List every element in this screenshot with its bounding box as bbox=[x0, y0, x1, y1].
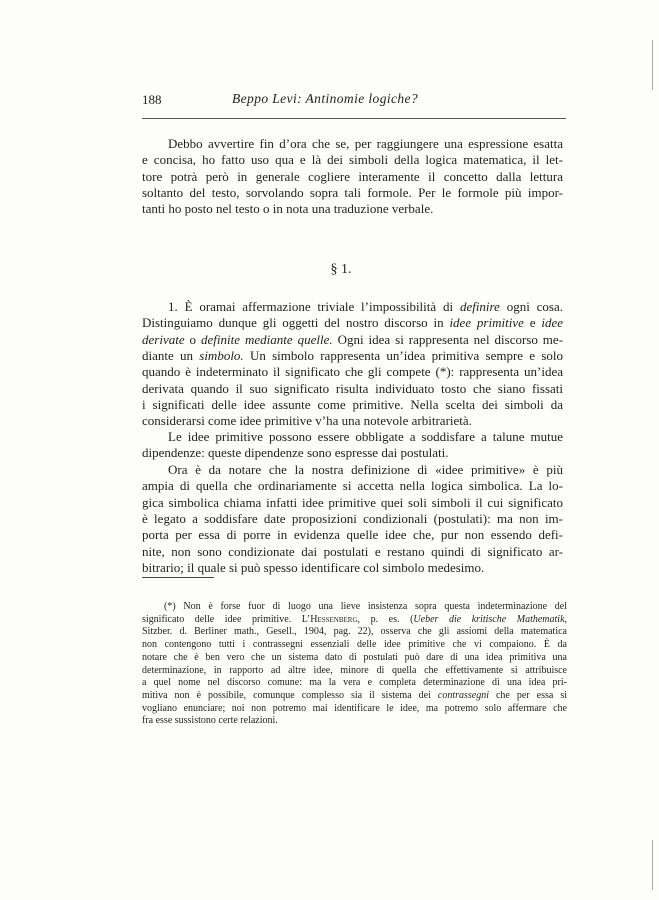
text-line bbox=[142, 639, 567, 651]
text-line bbox=[142, 665, 567, 677]
text-span: , bbox=[564, 613, 568, 625]
italic-text: contrassegni bbox=[437, 689, 489, 701]
header-rule bbox=[142, 118, 566, 119]
text-span: soltanto del testo, sorvolando sopra tali formole. Per le formole più impor- bbox=[142, 184, 563, 200]
text-span: (*) Non è forse fuor di luogo una lieve insistenza sopra questa indeterminazione del bbox=[164, 601, 567, 612]
text-span: Distinguiamo dunque gli oggetti del nostro discorso in bbox=[142, 315, 450, 331]
italic-text: definite mediante quelle. bbox=[201, 331, 333, 347]
text-span: Un simbolo rappresenta un’idea primitiva sempre e solo bbox=[243, 347, 563, 363]
text-span: Ora è da notare che la nostra definizione di «idee primitive» è più bbox=[168, 462, 563, 477]
text-line bbox=[142, 601, 567, 613]
text-line bbox=[142, 677, 567, 689]
scan-edge bbox=[652, 840, 653, 890]
text-span: determinazione, in rapporto ad altre idee, minore di quella che effettivamente si attribuisce bbox=[142, 664, 567, 676]
text-span: quando è indeterminato il significato che gli compete (*): rappresenta un’idea bbox=[142, 364, 563, 380]
text-span: Le idee primitive possono essere obbligate a soddisfare a talune mutue bbox=[168, 429, 563, 444]
text-span: bitrario; il quale si può spesso identificare col simbolo medesimo. bbox=[142, 559, 485, 575]
text-span: significato delle idee primitive. L’ bbox=[142, 613, 311, 625]
text-span: 1. È oramai affermazione triviale l’impossibilità di bbox=[168, 299, 460, 314]
text-span: gica simbolica chiama infatti idee primitive quei soli simboli il cui significato bbox=[142, 494, 563, 510]
italic-text: simbolo. bbox=[199, 347, 244, 363]
text-line bbox=[142, 413, 563, 429]
text-line bbox=[142, 315, 563, 331]
text-span: i significati delle idee assunte come primitive. Nella scelta dei simboli da bbox=[142, 396, 563, 412]
text-line bbox=[142, 185, 563, 201]
text-span: porta per essa di porre in evidenza quelle idee che, pur non essendo defi- bbox=[142, 527, 563, 543]
text-line bbox=[142, 136, 563, 152]
small-caps-text: Hessenberg bbox=[310, 613, 358, 625]
text-span: nite, non sono condizionate dai postulati e restano quindi di significato ar- bbox=[142, 543, 563, 559]
text-line bbox=[142, 626, 567, 638]
text-span: tanti ho posto nel testo o in nota una traduzione verbale. bbox=[142, 201, 434, 217]
text-span: ampia di quella che ordinariamente si accetta nella logica simbolica. La lo- bbox=[142, 478, 563, 494]
text-span: Sitzber. d. Berliner math., Gesell., 1904, pag. 22), osserva che gli assiomi della matematica bbox=[142, 626, 567, 638]
text-line bbox=[142, 397, 563, 413]
italic-text: idee bbox=[541, 315, 563, 331]
text-line bbox=[142, 614, 567, 626]
text-span: non contengono tutti i contrassegni essenziali delle idee primitive che vi compaiono. È da bbox=[142, 639, 567, 651]
text-span: dipendenze: queste dipendenze sono espresse dai postulati. bbox=[142, 445, 449, 461]
italic-text: idee primitive bbox=[449, 315, 524, 331]
text-line bbox=[142, 201, 563, 217]
text-span: notare che è ben vero che un sistema dato di postulati può dare di una idea primitiva una bbox=[142, 651, 567, 663]
text-span: o bbox=[184, 331, 202, 347]
text-line bbox=[142, 544, 563, 560]
text-line bbox=[142, 703, 567, 715]
italic-text: derivate bbox=[142, 331, 185, 347]
text-span: Debbo avvertire fin d’ora che se, per raggiungere una espressione esatta bbox=[168, 136, 563, 151]
text-span: considerarsi come idee primitive v’ha una notevole arbitrarietà. bbox=[142, 413, 472, 429]
text-line bbox=[142, 462, 563, 478]
text-span: che per essa si bbox=[488, 689, 567, 701]
text-line bbox=[142, 478, 563, 494]
text-line bbox=[142, 445, 563, 461]
text-span: derivata quando il suo significato risulta individuato tosto che siano fissati bbox=[142, 380, 563, 396]
text-span: tore potrà però in generale cogliere interamente il concetto dalla lettura bbox=[142, 168, 563, 184]
text-span: ogni cosa. bbox=[499, 299, 564, 314]
text-span: e concisa, ho fatto uso qua e là dei simboli della logica matematica, il let- bbox=[142, 152, 563, 168]
text-line bbox=[142, 348, 563, 364]
text-span: a quel nome nel discorso comune: ma la vera e completa determinazione di una idea pri- bbox=[142, 677, 567, 689]
italic-text: definire bbox=[459, 299, 500, 314]
text-line bbox=[142, 511, 563, 527]
footnote-rule bbox=[142, 577, 214, 578]
text-span: , p. es. ( bbox=[357, 613, 414, 625]
section-heading: § 1. bbox=[330, 262, 352, 277]
text-line bbox=[142, 381, 563, 397]
text-line bbox=[142, 429, 563, 445]
text-line bbox=[142, 152, 563, 168]
running-head: Beppo Levi: Antinomie logiche? bbox=[232, 91, 419, 106]
text-line bbox=[142, 332, 563, 348]
text-line bbox=[142, 299, 563, 315]
text-span: fra esse sussistono certe relazioni. bbox=[142, 715, 278, 727]
text-span: diante un bbox=[142, 347, 200, 363]
text-line bbox=[142, 652, 567, 664]
text-span: Ogni idea si rappresenta nel discorso me- bbox=[332, 331, 564, 347]
text-line bbox=[142, 495, 563, 511]
scan-edge bbox=[652, 40, 653, 90]
italic-text: Ueber die kritische Mathematik bbox=[413, 613, 565, 625]
text-line bbox=[142, 364, 563, 380]
page-number: 188 bbox=[142, 92, 162, 107]
text-line bbox=[142, 560, 563, 576]
text-line bbox=[142, 690, 567, 702]
text-line bbox=[142, 169, 563, 185]
text-span: mitiva non è possibile, comunque complesso sia il sistema dei bbox=[142, 689, 438, 701]
text-span: è legato a soddisfare date proposizioni condizionali (postulati): ma non im- bbox=[142, 510, 563, 526]
text-line bbox=[142, 715, 567, 727]
text-line bbox=[142, 527, 563, 543]
text-span: vogliano enunciare; noi non potremo mai identificare le idee, ma potremo solo affermare che bbox=[142, 702, 567, 714]
text-span: e bbox=[523, 315, 542, 331]
